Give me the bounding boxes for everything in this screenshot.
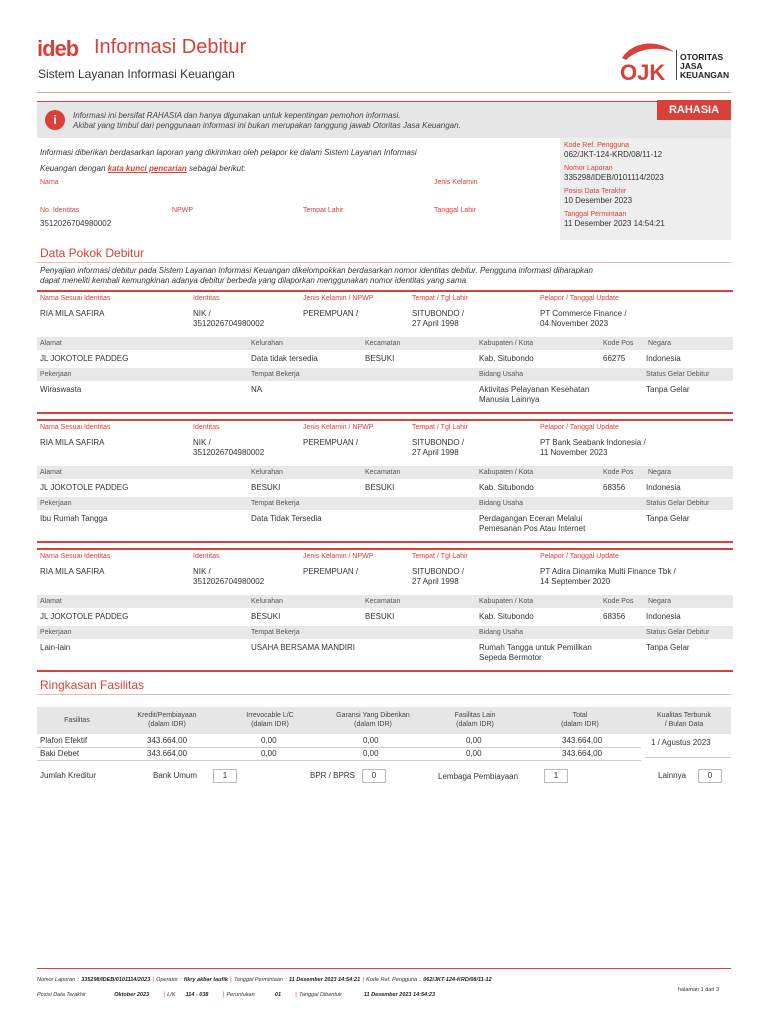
kodepos-value: 66275 xyxy=(603,354,626,363)
nomor-laporan-value: 335298/IDEB/0101114/2023 xyxy=(564,173,664,182)
pekerjaan-value: Ibu Rumah Tangga xyxy=(40,514,108,523)
footer-line-2: Posisi Data Terakhir Oktober 2023 | L/K 114 - 038 | Peruntukan 01 | Tanggal Dibentuk 11 Desember 2023 14:54:23 xyxy=(37,992,436,998)
pekerjaan-label: Pekerjaan xyxy=(40,371,72,378)
bidang-usaha-label: Bidang Usaha xyxy=(479,629,523,636)
negara-value: Indonesia xyxy=(646,354,681,363)
tempat-bekerja-label: Tempat Bekerja xyxy=(251,629,300,636)
tempat-lahir-label: Tempat Lahir xyxy=(303,207,344,214)
jk-npwp-label: Jenis Kelamin / NPWP xyxy=(303,295,374,302)
pelapor-label: Pelapor / Tanggal Update xyxy=(540,295,619,302)
th-kredit: Kredit/Pembiayaan (dalam IDR) xyxy=(137,712,197,728)
header-divider xyxy=(37,92,731,93)
kodepos-value: 68356 xyxy=(603,612,626,621)
tanggal-permintaan-value: 11 Desember 2023 14:54:21 xyxy=(564,219,665,228)
tempat-bekerja-value: NA xyxy=(251,385,263,394)
pekerjaan-label: Pekerjaan xyxy=(40,629,72,636)
bidang-usaha-label: Bidang Usaha xyxy=(479,371,523,378)
identitas-value: NIK / 3512026704980002 xyxy=(193,438,265,457)
pekerjaan-value: Lain-lain xyxy=(40,643,71,652)
ojk-logo xyxy=(618,40,738,84)
section-divider xyxy=(37,694,731,695)
jk-npwp-label: Jenis Kelamin / NPWP xyxy=(303,424,374,431)
negara-value: Indonesia xyxy=(646,612,681,621)
kabupaten-value: Kab. Situbondo xyxy=(479,612,534,621)
cell-kredit: 343.664,00 xyxy=(147,736,188,745)
status-gelar-label: Status Gelar Debitur xyxy=(646,371,710,378)
kelurahan-label: Kelurahan xyxy=(251,340,283,347)
nama-label: Nama Sesuai Identitas xyxy=(40,424,111,431)
debtor-block xyxy=(37,290,733,414)
kabupaten-label: Kabupaten / Kota xyxy=(479,469,534,476)
status-gelar-value: Tanpa Gelar xyxy=(646,514,690,523)
block-top-rule xyxy=(37,290,733,292)
posisi-data-value: 10 Desember 2023 xyxy=(564,196,633,205)
footer-nomor-laporan: 335298/IDEB/0101114/2023 xyxy=(81,977,151,983)
rahasia-badge: RAHASIA xyxy=(657,100,731,120)
th-fasilitas-lain: Fasilitas Lain (dalam IDR) xyxy=(454,712,496,728)
nama-value: RIA MILA SAFIRA xyxy=(40,567,105,576)
pelapor-label: Pelapor / Tanggal Update xyxy=(540,553,619,560)
kodepos-value: 68356 xyxy=(603,483,626,492)
tempat-bekerja-label: Tempat Bekerja xyxy=(251,500,300,507)
cell-lain: 0,00 xyxy=(466,736,482,745)
kelurahan-label: Kelurahan xyxy=(251,469,283,476)
th-irrevocable: Irrevocable L/C (dalam IDR) xyxy=(246,712,294,728)
status-gelar-label: Status Gelar Debitur xyxy=(646,629,710,636)
kodepos-label: Kode Pos xyxy=(603,469,634,476)
pelapor-value: PT Bank Seabank Indonesia / 11 November 2023 xyxy=(540,438,646,457)
th-fasilitas: Fasilitas xyxy=(64,717,90,724)
block-top-rule xyxy=(37,548,733,550)
block-top-rule xyxy=(37,419,733,421)
alamat-value: JL JOKOTOLE PADDEG xyxy=(40,483,129,492)
debtor-block xyxy=(37,419,733,543)
th-total: Total (dalam IDR) xyxy=(561,712,599,728)
request-description: Informasi diberikan berdasarkan laporan yang dikirimkan oleh pelapor ke dalam Sistem Layanan Informasi Keuangan dengan kata kunci pencarian sebagai berikut: xyxy=(40,148,417,173)
footer-kode-ref: 062/JKT-124-KRD/08/11-12 xyxy=(423,977,492,983)
block-bottom-rule xyxy=(37,670,733,672)
ringkasan-title: Ringkasan Fasilitas xyxy=(40,678,145,692)
pekerjaan-value: Wiraswasta xyxy=(40,385,82,394)
nama-value: RIA MILA SAFIRA xyxy=(40,309,105,318)
row-name: Baki Debet xyxy=(40,749,80,758)
kualitas-value: 1 / Agustus 2023 xyxy=(651,738,711,747)
alamat-label: Alamat xyxy=(40,469,62,476)
pelapor-value: PT Adira Dinamika Multi Finance Tbk / 14 September 2020 xyxy=(540,567,676,586)
jk-value: PEREMPUAN / xyxy=(303,438,359,447)
th-kualitas: Kualitas Terburuk / Bulan Data xyxy=(657,712,711,728)
notice-text: Informasi ini bersifat RAHASIA dan hanya digunakan untuk kepentingan pemohon informasi. Akibat yang timbul dari penggunaan informasi ini bukan merupakan tanggung jawab Otoritas Jasa Keuangan. xyxy=(73,111,461,130)
no-identitas-label: No. Identitas xyxy=(40,207,80,214)
tempat-bekerja-value: USAHA BERSAMA MANDIRI xyxy=(251,643,356,652)
lembaga-label: Lembaga Pembiayaan xyxy=(438,772,519,781)
footer-posisi: Oktober 2023 xyxy=(114,992,150,998)
footer-line-1: Nomor Laporan : 335298/IDEB/0101114/2023 | Operator : fikry akbar taufik | Tanggal Permintaan : 11 Desember 2023 14:54:21 | Kode Ref. Pengguna : 062/JKT-124-KRD/08/11-12 xyxy=(37,977,492,983)
bidang-usaha-value: Aktivitas Pelayanan Kesehatan Manusia Lainnya xyxy=(479,385,590,404)
identitas-label: Identitas xyxy=(193,295,220,302)
identitas-label: Identitas xyxy=(193,553,220,560)
cell-total: 343.664,00 xyxy=(562,749,603,758)
th-garansi: Garansi Yang Diberikan (dalam IDR) xyxy=(336,712,410,728)
alamat-value: JL JOKOTOLE PADDEG xyxy=(40,612,129,621)
status-gelar-value: Tanpa Gelar xyxy=(646,385,690,394)
kabupaten-label: Kabupaten / Kota xyxy=(479,340,534,347)
block-bottom-rule xyxy=(37,541,733,543)
status-gelar-value: Tanpa Gelar xyxy=(646,643,690,652)
ojk-mark-icon xyxy=(618,40,676,84)
cell-garansi: 0,00 xyxy=(363,736,379,745)
nomor-laporan-label: Nomor Laporan xyxy=(564,165,613,172)
footer-peruntukan: 01 xyxy=(274,992,282,998)
nama-label: Nama xyxy=(40,179,59,186)
footer-lk: 114 - 038 xyxy=(185,992,209,998)
kecamatan-value: BESUKI xyxy=(365,354,395,363)
cell-kredit: 343.664,00 xyxy=(147,749,188,758)
data-pokok-intro: Penyajian informasi debitur pada Sistem Layanan Informasi Keuangan dikelompokkan berdasarkan nomor identitas debitur. Pengguna informasi diharapkan dapat meneliti kembali kemungkinan adanya debitur berbeda yang dilaporkan menggunakan nomor identitas yang sama xyxy=(40,266,593,285)
ojk-logo-letters: OJK xyxy=(620,60,666,84)
cell-garansi: 0,00 xyxy=(363,749,379,758)
negara-value: Indonesia xyxy=(646,483,681,492)
kabupaten-value: Kab. Situbondo xyxy=(479,483,534,492)
cell-lc: 0,00 xyxy=(261,749,277,758)
no-identitas-value: 3512026704980002 xyxy=(40,219,112,228)
tanggal-permintaan-label: Tanggal Permintaan xyxy=(564,211,627,218)
kecamatan-label: Kecamatan xyxy=(365,340,401,347)
bank-umum-label: Bank Umum xyxy=(153,771,198,780)
info-icon: i xyxy=(45,110,65,130)
kode-ref-value: 062/JKT-124-KRD/08/11-12 xyxy=(564,150,663,159)
footer-operator: fikry akbar taufik xyxy=(183,977,228,983)
bidang-usaha-value: Perdagangan Eceran Melalui Pemesanan Pos Atau Internet xyxy=(479,514,586,533)
jk-npwp-label: Jenis Kelamin / NPWP xyxy=(303,553,374,560)
page-subtitle: Sistem Layanan Informasi Keuangan xyxy=(38,67,235,81)
posisi-data-label: Posisi Data Terakhir xyxy=(564,188,627,195)
ttl-value: SITUBONDO / 27 April 1998 xyxy=(412,438,465,457)
negara-label: Negara xyxy=(648,340,671,347)
kabupaten-value: Kab. Situbondo xyxy=(479,354,534,363)
pelapor-label: Pelapor / Tanggal Update xyxy=(540,424,619,431)
identitas-label: Identitas xyxy=(193,424,220,431)
cell-lain: 0,00 xyxy=(466,749,482,758)
footer-tanggal-permintaan: 11 Desember 2023 14:54:21 xyxy=(288,977,361,983)
block-bottom-rule xyxy=(37,412,733,414)
status-gelar-label: Status Gelar Debitur xyxy=(646,500,710,507)
row-name: Plafon Efektif xyxy=(40,736,88,745)
bidang-usaha-value: Rumah Tangga untuk Pemilikan Sepeda Bermotor xyxy=(479,643,592,662)
kecamatan-value: BESUKI xyxy=(365,612,395,621)
ttl-label: Tempat / Tgl Lahir xyxy=(412,295,468,302)
identitas-value: NIK / 3512026704980002 xyxy=(193,309,265,328)
pekerjaan-header-row xyxy=(37,497,733,510)
facility-table-header xyxy=(37,707,731,734)
kelurahan-value: BESUKI xyxy=(251,483,281,492)
tempat-bekerja-label: Tempat Bekerja xyxy=(251,371,300,378)
kelurahan-label: Kelurahan xyxy=(251,598,283,605)
data-pokok-title: Data Pokok Debitur xyxy=(40,246,145,260)
jumlah-kreditur-label: Jumlah Kreditur xyxy=(40,771,97,780)
tempat-bekerja-value: Data Tidak Tersedia xyxy=(251,514,322,523)
footer-divider xyxy=(37,968,731,969)
kecamatan-value: BESUKI xyxy=(365,483,395,492)
facility-table-body xyxy=(37,734,641,760)
kelurahan-value: Data tidak tersedia xyxy=(251,354,318,363)
lainnya-label: Lainnya xyxy=(658,771,687,780)
cell-total: 343.664,00 xyxy=(562,736,603,745)
alamat-label: Alamat xyxy=(40,598,62,605)
bpr-label: BPR / BPRS xyxy=(310,771,355,780)
page-title: Informasi Debitur xyxy=(94,36,247,58)
pelapor-value: PT Commerce Finance / 04 November 2023 xyxy=(540,309,627,328)
reference-panel xyxy=(560,138,731,240)
bank-umum-count: 1 xyxy=(213,769,237,783)
page-number: halaman 1 dari 3 xyxy=(678,987,719,993)
lainnya-count: 0 xyxy=(698,769,722,783)
pekerjaan-header-row xyxy=(37,626,733,639)
pekerjaan-label: Pekerjaan xyxy=(40,500,72,507)
ttl-label: Tempat / Tgl Lahir xyxy=(412,424,468,431)
tanggal-lahir-label: Tanggal Lahir xyxy=(434,207,477,214)
jk-value: PEREMPUAN / xyxy=(303,309,359,318)
pekerjaan-header-row xyxy=(37,368,733,381)
bpr-count: 0 xyxy=(362,769,386,783)
ideb-logo: ideb xyxy=(37,36,79,61)
section-divider xyxy=(37,262,731,263)
kecamatan-label: Kecamatan xyxy=(365,598,401,605)
npwp-label: NPWP xyxy=(172,207,193,214)
ojk-wordmark: OTORITAS JASA KEUANGAN xyxy=(680,52,730,80)
jk-value: PEREMPUAN / xyxy=(303,567,359,576)
ttl-label: Tempat / Tgl Lahir xyxy=(412,553,468,560)
alamat-label: Alamat xyxy=(40,340,62,347)
debtor-block xyxy=(37,548,733,672)
confidential-notice xyxy=(37,101,731,138)
jenis-kelamin-label: Jenis Kelamin xyxy=(434,179,478,186)
kecamatan-label: Kecamatan xyxy=(365,469,401,476)
lembaga-count: 1 xyxy=(544,769,568,783)
identitas-value: NIK / 3512026704980002 xyxy=(193,567,265,586)
bidang-usaha-label: Bidang Usaha xyxy=(479,500,523,507)
kodepos-label: Kode Pos xyxy=(603,598,634,605)
search-keyword-link[interactable]: kata kunci pencarian xyxy=(107,164,187,173)
nama-label: Nama Sesuai Identitas xyxy=(40,295,111,302)
footer-tanggal-dibentuk: 11 Desember 2023 14:54:23 xyxy=(363,992,436,998)
ttl-value: SITUBONDO / 27 April 1998 xyxy=(412,567,465,586)
kodepos-label: Kode Pos xyxy=(603,340,634,347)
kelurahan-value: BESUKI xyxy=(251,612,281,621)
negara-label: Negara xyxy=(648,598,671,605)
alamat-value: JL JOKOTOLE PADDEG xyxy=(40,354,129,363)
kode-ref-label: Kode Ref. Pengguna xyxy=(564,142,629,149)
ttl-value: SITUBONDO / 27 April 1998 xyxy=(412,309,465,328)
nama-value: RIA MILA SAFIRA xyxy=(40,438,105,447)
nama-label: Nama Sesuai Identitas xyxy=(40,553,111,560)
negara-label: Negara xyxy=(648,469,671,476)
cell-lc: 0,00 xyxy=(261,736,277,745)
kabupaten-label: Kabupaten / Kota xyxy=(479,598,534,605)
